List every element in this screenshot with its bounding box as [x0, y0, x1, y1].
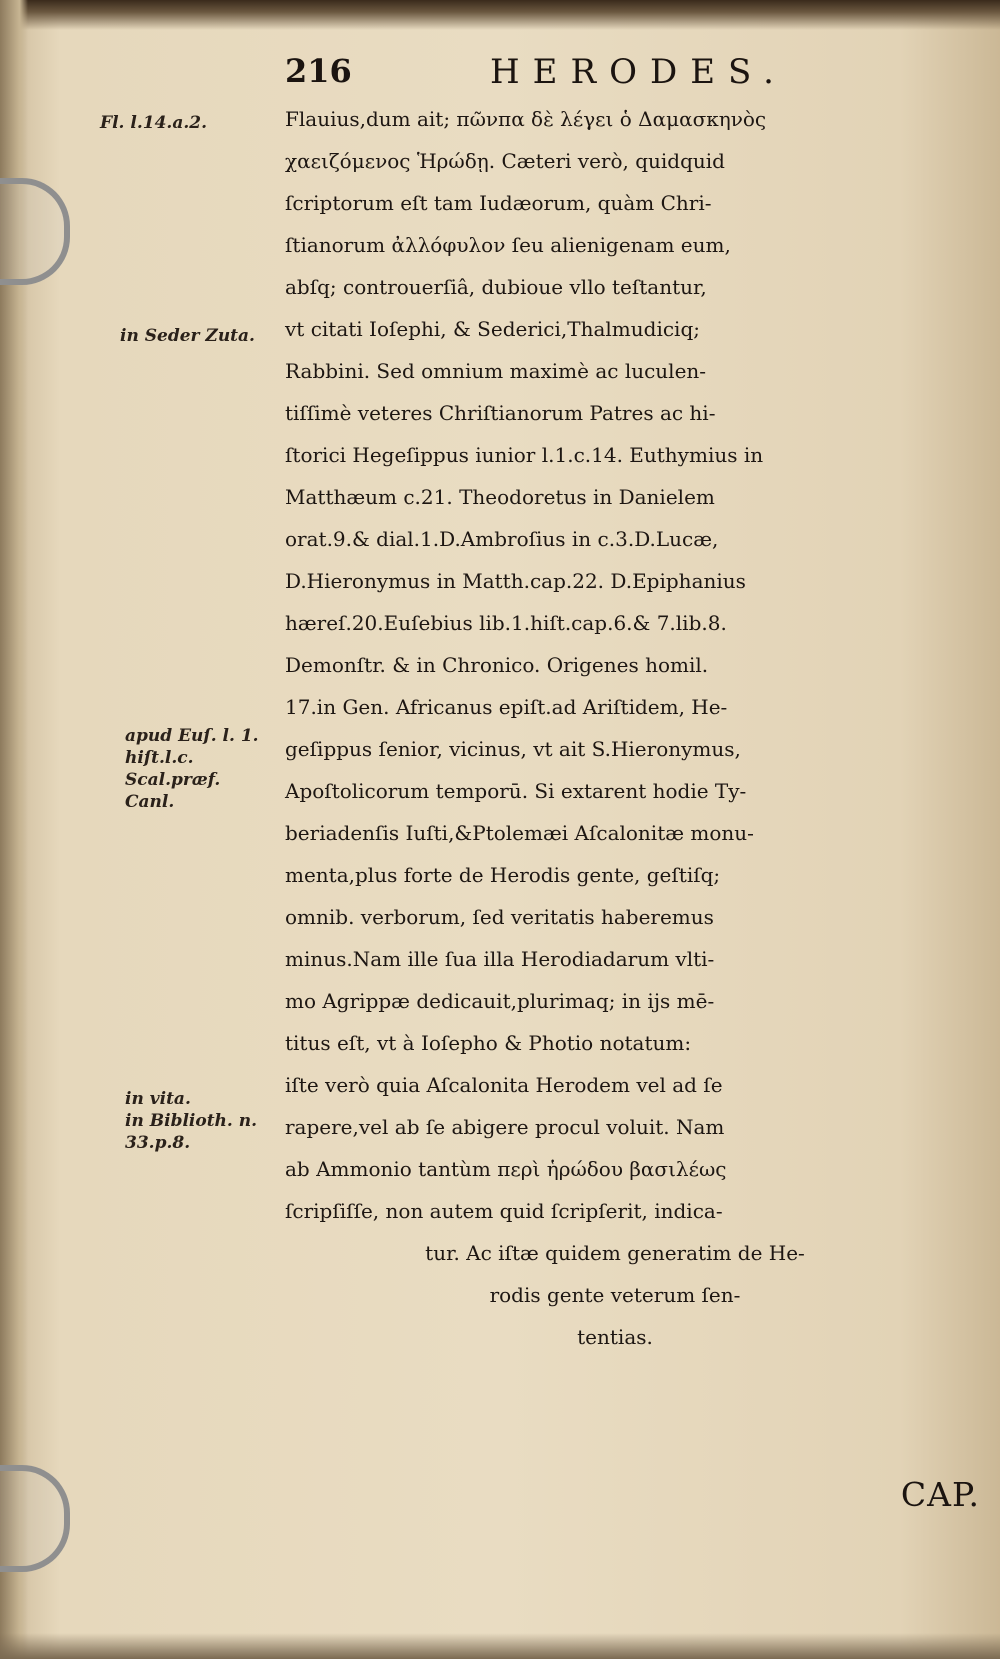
- text-line: Rabbini. Sed omnium maximè ac luculen-: [285, 359, 707, 383]
- margin-note-4-line: 33.p.8.: [125, 1133, 191, 1153]
- margin-note-1: Fl. l.14.a.2.: [100, 113, 207, 133]
- margin-note-3: [125, 725, 259, 813]
- text-line: rodis gente veterum ſen-: [489, 1283, 741, 1307]
- text-line: Flauius,dum ait; πῶνπα δὲ λέγει ὁ Δαμασκηνὸς: [285, 107, 767, 131]
- text-line: hæreſ.20.Euſebius lib.1.hiſt.cap.6.& 7.lib.8.: [285, 611, 727, 635]
- main-text-block: [285, 98, 985, 1358]
- catchword: CAP.: [900, 1475, 980, 1514]
- text-line: 17.in Gen. Africanus epiſt.ad Ariſtidem, He-: [285, 695, 728, 719]
- margin-note-2: in Seder Zuta.: [120, 326, 255, 346]
- text-line: ſcriptorum eſt tam Iudæorum, quàm Chri-: [285, 191, 712, 215]
- margin-note-4-line: in Biblioth. n.: [125, 1111, 258, 1131]
- text-line: menta,plus forte de Herodis gente, geſtiſq;: [285, 863, 721, 887]
- metal-clip-top: [0, 178, 70, 285]
- text-line: rapere,vel ab ſe abigere procul voluit. Nam: [285, 1115, 725, 1139]
- text-line: Matthæum c.21. Theodoretus in Danielem: [285, 485, 715, 509]
- text-line: ſtianorum ἀλλόφυλον ſeu alienigenam eum,: [285, 233, 731, 257]
- text-line: D.Hieronymus in Matth.cap.22. D.Epiphanius: [285, 569, 746, 593]
- running-title: HERODES.: [490, 52, 787, 92]
- margin-note-4: [125, 1088, 257, 1154]
- text-line: titus eſt, vt à Ioſepho & Photio notatum:: [285, 1031, 692, 1055]
- page-number: 216: [285, 52, 352, 90]
- page-bottom-shadow: [0, 1633, 1000, 1659]
- text-line: tiſſimè veteres Chriſtianorum Patres ac hi-: [285, 401, 716, 425]
- text-line: geſippus ſenior, vicinus, vt ait S.Hieronymus,: [285, 737, 741, 761]
- text-line: abſq; controuerſiâ, dubioue vllo teſtantur,: [285, 275, 707, 299]
- margin-note-3-line: Scal.præf.: [125, 770, 221, 790]
- text-line: omnib. verborum, ſed veritatis haberemus: [285, 905, 714, 929]
- text-line: tentias.: [577, 1325, 653, 1349]
- page-header: [285, 52, 975, 100]
- text-line: Demonſtr. & in Chronico. Origenes homil.: [285, 653, 709, 677]
- text-line: ſtorici Hegeſippus iunior l.1.c.14. Euthymius in: [285, 443, 764, 467]
- text-line: ab Ammonio tantùm περὶ ἡρώδου βασιλέως: [285, 1157, 727, 1181]
- text-line: minus.Nam ille ſua illa Herodiadarum vlti-: [285, 947, 715, 971]
- text-line: tur. Ac iſtæ quidem generatim de He-: [425, 1241, 805, 1265]
- text-line: Apoſtolicorum temporū. Si extarent hodie Ty-: [285, 779, 747, 803]
- margin-note-3-line: apud Euſ. l. 1.: [125, 726, 259, 746]
- text-line: iſte verò quia Aſcalonita Herodem vel ad ſe: [285, 1073, 723, 1097]
- text-line: mo Agrippæ dedicauit,plurimaq; in ijs mē-: [285, 989, 715, 1013]
- margin-note-3-line: Canl.: [125, 792, 175, 812]
- page-top-shadow: [0, 0, 1000, 30]
- text-line: beriadenſis Iuſti,&Ptolemæi Aſcalonitæ monu-: [285, 821, 754, 845]
- metal-clip-bottom: [0, 1465, 70, 1572]
- margin-note-4-line: in vita.: [125, 1089, 191, 1109]
- text-line: vt citati Ioſephi, & Sederici,Thalmudiciq;: [285, 317, 700, 341]
- margin-note-3-line: hiſt.l.c.: [125, 748, 194, 768]
- text-line: χαειζόμενος Ἡρώδῃ. Cæteri verò, quidquid: [285, 149, 725, 173]
- text-line: ſcripſiſſe, non autem quid ſcripſerit, indica-: [285, 1199, 723, 1223]
- text-line: orat.9.& dial.1.D.Ambroſius in c.3.D.Lucæ,: [285, 527, 719, 551]
